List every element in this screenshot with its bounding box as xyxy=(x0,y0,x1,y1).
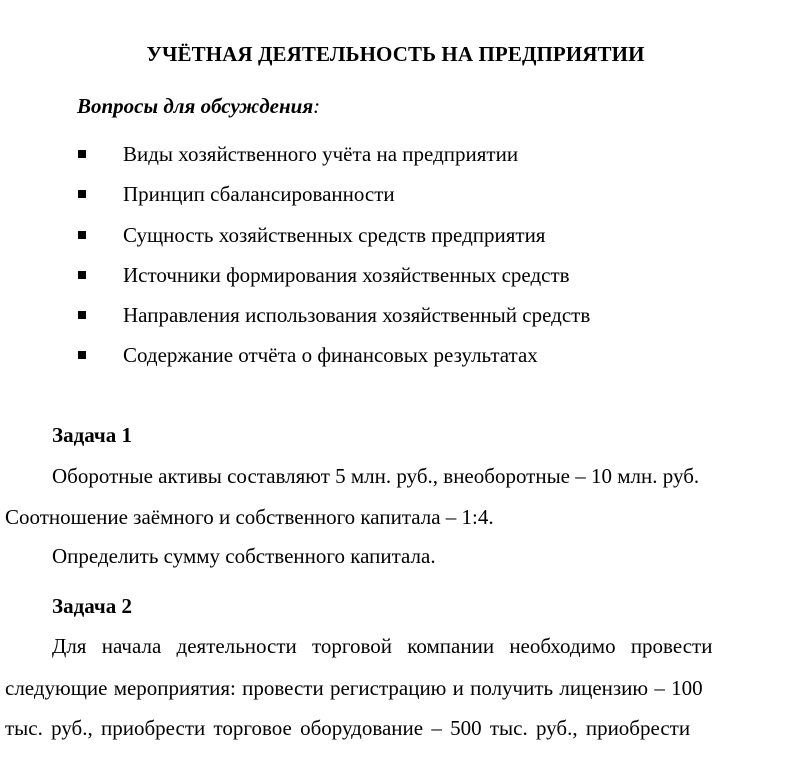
task2-line1: Для начала деятельности торговой компании необходимо провести xyxy=(52,634,713,658)
question-text: Источники формирования хозяйственных средств xyxy=(123,262,570,287)
bullet-square-icon xyxy=(78,190,86,198)
task2-line3: тыс. руб., приобрести торговое оборудование – 500 тыс. руб., приобрести xyxy=(5,716,691,740)
task1-heading: Задача 1 xyxy=(52,423,132,447)
task2-heading: Задача 2 xyxy=(52,594,132,618)
task2-line2: следующие мероприятия: провести регистрацию и получить лицензию – 100 xyxy=(5,676,703,700)
task1-line2: Соотношение заёмного и собственного капитала – 1:4. xyxy=(5,505,494,529)
questions-heading-colon: : xyxy=(313,94,321,118)
questions-heading-text: Вопросы для обсуждения xyxy=(77,94,314,118)
question-text: Направления использования хозяйственный средств xyxy=(123,303,591,328)
bullet-square-icon xyxy=(78,311,86,319)
document-title: УЧЁТНАЯ ДЕЯТЕЛЬНОСТЬ НА ПРЕДПРИЯТИИ xyxy=(146,42,645,66)
task1-line1: Оборотные активы составляют 5 млн. руб., внеоборотные – 10 млн. руб. xyxy=(52,464,700,488)
bullet-square-icon xyxy=(78,150,86,158)
bullet-square-icon xyxy=(78,351,86,359)
question-text: Содержание отчёта о финансовых результатах xyxy=(123,343,538,368)
question-text: Виды хозяйственного учёта на предприятии xyxy=(123,142,519,166)
bullet-square-icon xyxy=(78,271,86,279)
task1-line3: Определить сумму собственного капитала. xyxy=(52,544,436,568)
questions-heading xyxy=(77,92,320,120)
question-text: Сущность хозяйственных средств предприятия xyxy=(123,222,546,247)
question-text: Принцип сбалансированности xyxy=(123,182,395,207)
bullet-square-icon xyxy=(78,231,86,239)
